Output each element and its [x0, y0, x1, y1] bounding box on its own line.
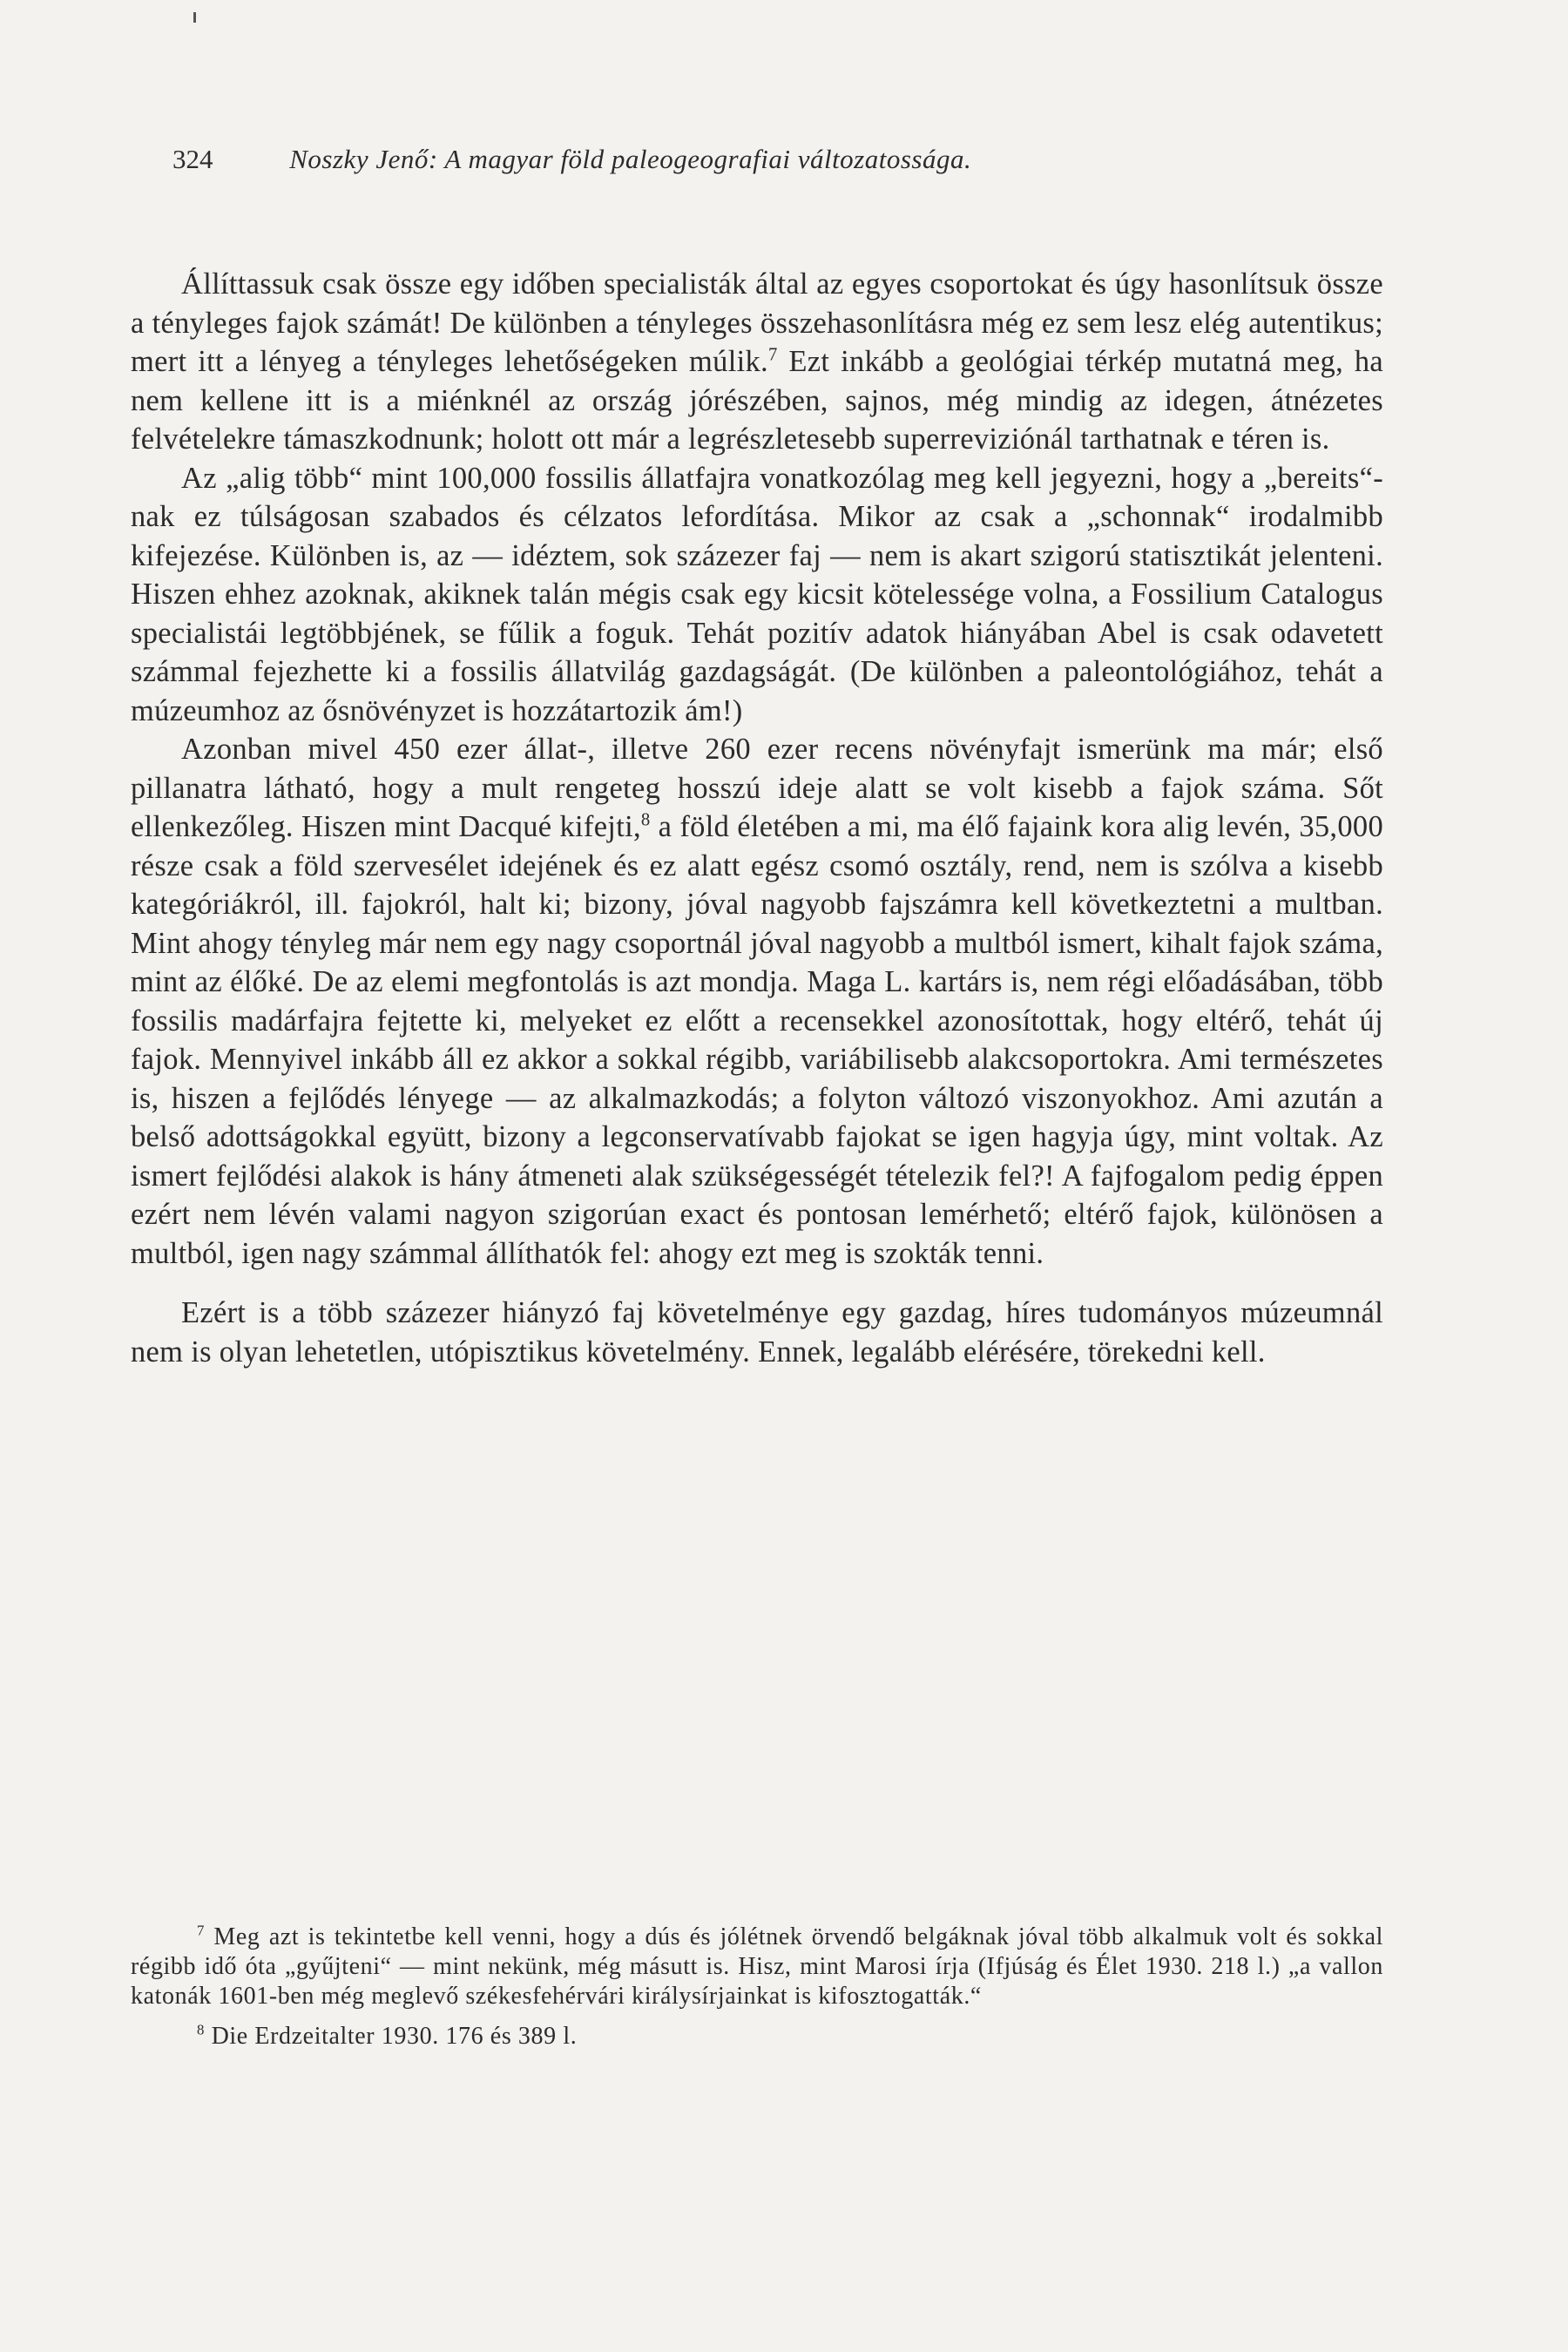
- footnote-marker-8: 8: [197, 2021, 205, 2038]
- footnotes: [131, 1923, 1383, 2051]
- paragraph-1-text-cont: Ezt inkább a geológiai térkép mutatná meg, ha nem kellene itt is a miénknél az ország jórészében, sajnos, még mindig az idegen, átnézetes felvételekre támaszkodnunk; holott ott már a legrészletesebb superreviziónál tarthatnak e téren is.: [131, 345, 1383, 456]
- paragraph-3-text: Azonban mivel 450 ezer állat-, illetve 260 ezer recens növényfajt ismerünk ma már; első pillanatra látható, hogy a mult rengeteg hosszú ideje alatt se volt kisebb a fajok száma. Sőt ellenkezőleg. Hiszen mint Dacqué kifejti,: [131, 733, 1383, 843]
- footnote-marker-7: 7: [197, 1922, 205, 1939]
- footnote-ref-8: 8: [640, 810, 651, 830]
- paragraph-2: Az „alig több“ mint 100,000 fossilis állatfajra vonatkozólag meg kell jegyezni, hogy a „bereits“-nak ez túlságosan szabados és célzatos lefordítása. Mikor az csak a „schonnak“ irodalmibb kifejezése. Különben is, az — idéztem, sok százezer faj — nem is akart szigorú statisztikát jelenteni. Hiszen ehhez azoknak, akiknek talán mégis csak egy kicsit kötelessége volna, a Fossilium Catalogus specialistái legtöbbjének, se fűlik a foguk. Tehát pozitív adatok hiányában Abel is csak odavetett számmal fejezhette ki a fossilis állatvilág gazdagságát. (De különben a paleontológiához, tehát a múzeumhoz az ősnövényzet is hozzátartozik ám!): [131, 461, 1383, 727]
- running-title: Noszky Jenő: A magyar föld paleogeografiai változatossága.: [289, 144, 972, 174]
- paragraph-3-text-cont: a föld életében a mi, ma élő fajaink kora alig levén, 35,000 része csak a föld szervesélet idejének és ez alatt egész csomó osztály, rend, nem is szólva a kisebb kategóriákról, ill. fajokról, halt ki; bizony, jóval nagyobb fajszámra kell következtetni a multban. Mint ahogy tényleg már nem egy nagy csoportnál jóval nagyobb a multból ismert, kihalt fajok száma, mint az élőké. De az elemi megfontolás is azt mondja. Maga L. kartárs is, nem régi előadásában, több fossilis madárfajra fejtette ki, melyeket ez előtt a recensekkel azonosítottak, hogy eltérő, tehát új fajok. Mennyivel inkább áll ez akkor a sokkal régibb, variábilisebb alakcsoportokra. Ami természetes is, hiszen a fejlődés lényege — az alkalmazkodás; a folyton változó viszonyokhoz. Ami azután a belső adottságokkal együtt, bizony a legconservatívabb fajokat se igen hagyja úgy, mint voltak. Az ismert fejlődési alakok is hány átmeneti alak szükségességét tételezik fel?! A fajfogalom pedig éppen ezért nem lévén valami nagyon szigorúan exact és pontosan lemérhető; eltérő fajok, különösen a multból, igen nagy számmal állíthatók fel: ahogy ezt meg is szokták tenni.: [131, 810, 1383, 1270]
- page-header: [172, 138, 1392, 181]
- paragraph-4: Ezért is a több százezer hiányzó faj követelménye egy gazdag, híres tudományos múzeumnál nem is olyan lehetetlen, utópisztikus követelmény. Ennek, legalább elérésére, törekedni kell.: [131, 1296, 1383, 1369]
- footnote-8: [131, 2022, 1383, 2051]
- footnote-8-text: Die Erdzeitalter 1930. 176 és 389 l.: [205, 2023, 578, 2050]
- body-text: [131, 265, 1383, 1371]
- footnote-ref-7: 7: [767, 345, 778, 365]
- paragraph-1: [131, 265, 1383, 459]
- print-mark: [193, 12, 196, 23]
- footnote-7-text: Meg azt is tekintetbe kell venni, hogy a dús és jólétnek örvendő belgáknak jóval több alkalmuk volt és sokkal régibb idő óta „gyűjteni“ — mint nekünk, még másutt is. Hisz, mint Marosi írja (Ifjúság és Élet 1930. 218 l.) „a vallon katonák 1601-ben még meglevő székesfehérvári királysírjainkat is kifosztogatták.“: [131, 1923, 1383, 2010]
- paragraph-1-text: Állíttassuk csak össze egy időben specialisták által az egyes csoportokat és úgy hasonlítsuk össze a tényleges fajok számát! De különben a tényleges összehasonlításra még ez sem lesz elég autentikus; mert itt a lényeg a tényleges lehetőségeken múlik.: [131, 267, 1383, 378]
- paragraph-3: [131, 730, 1383, 1273]
- page-number: 324: [172, 144, 213, 174]
- footnote-7: [131, 1923, 1383, 2011]
